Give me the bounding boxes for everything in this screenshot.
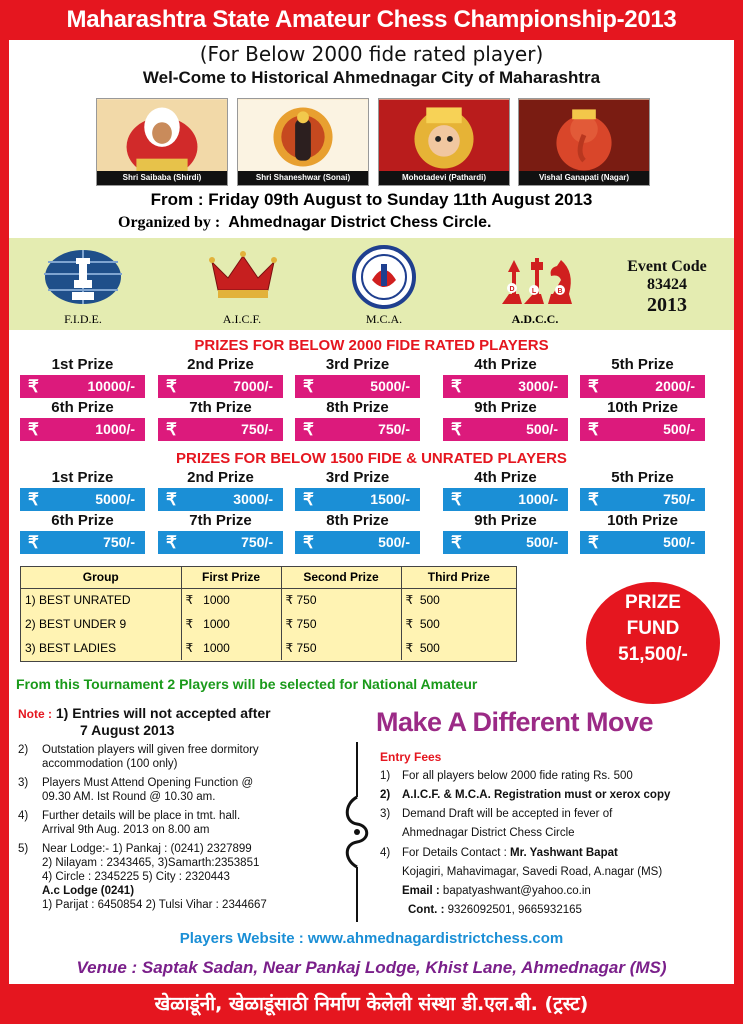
rupee-icon: ₹ [451,490,462,509]
mohotadevi-picture [379,99,509,173]
table-header: Group [21,567,181,588]
rupee-icon: ₹ [166,377,177,396]
prize-name: 1st Prize [51,356,114,373]
prize-name: 6th Prize [51,399,114,416]
subtitle: (For Below 2000 fide rated player) [199,42,544,66]
prize-amount-value: 500/- [663,421,695,437]
page-title: Maharashtra State Amateur Chess Championship-2013 [0,0,743,40]
table-cell: ₹ 500 [405,641,440,655]
rupee-icon: ₹ [303,420,314,439]
prize-amount [20,488,145,511]
prize-amount-value: 2000/- [655,378,695,394]
rupee-icon: ₹ [451,533,462,552]
crown-logo-icon [198,244,288,310]
rupee-icon: ₹ [588,533,599,552]
ornament-divider-icon [344,742,370,922]
table-cell: ₹ 750 [281,588,401,612]
organizer-line [118,214,491,232]
prize-amount-value: 7000/- [233,378,273,394]
mca-label: M.C.A. [365,312,403,326]
prize-name: 4th Prize [474,356,537,373]
prize-amount-value: 750/- [663,491,695,507]
website-label: Players Website : [179,930,304,947]
website-link[interactable]: www.ahmednagardistrictchess.com [307,930,564,947]
prize-amount-value: 750/- [103,534,135,550]
prize-amount [295,418,420,441]
svg-text:L: L [531,288,537,295]
table-row [21,612,516,636]
svg-text:D: D [509,286,515,293]
rupee-icon: ₹ [185,641,194,655]
prize-amount-value: 500/- [526,534,558,550]
prize-fund-line2: FUND [626,618,680,639]
prize-name: 8th Prize [326,399,389,416]
rupee-icon: ₹ [588,377,599,396]
rupee-icon: ₹ [185,617,194,631]
table-header: First Prize [181,567,281,588]
fide-logo-icon [38,244,128,310]
rupee-icon: ₹ [166,533,177,552]
prizes-2000-heading: PRIZES FOR BELOW 2000 FIDE RATED PLAYERS [194,337,549,354]
prize-amount-value: 750/- [241,421,273,437]
prize-amount-value: 5000/- [95,491,135,507]
prize-fund-amount: 51,500/- [618,644,688,665]
rupee-icon: ₹ [28,533,39,552]
mohotadevi-image [378,98,510,186]
mca-seal-icon [339,244,429,310]
prize-amount-value: 750/- [378,421,410,437]
prize-name: 10th Prize [607,399,678,416]
deity-caption: Shri Saibaba (Shirdi) [97,171,227,185]
table-cell: ₹ 500 [405,593,440,608]
prize-amount [158,531,283,554]
chess-pieces-icon [490,244,580,310]
prize-amount [580,418,705,441]
prize-amount [443,375,568,398]
fide-label: F.I.D.E. [64,312,102,326]
welcome-line: Wel-Come to Historical Ahmednagar City of Maharashtra [142,68,601,87]
rupee-icon: ₹ [166,420,177,439]
rupee-icon: ₹ [28,377,39,396]
prize-name: 10th Prize [607,512,678,529]
prize-fund-badge [586,582,720,704]
adcc-label: A.D.C.C. [511,312,559,326]
prize-fund-line1: PRIZE [625,592,681,613]
rupee-icon: ₹ [28,420,39,439]
rupee-icon: ₹ [303,533,314,552]
group-prize-table [20,566,517,662]
prize-name: 9th Prize [474,399,537,416]
rupee-icon: ₹ [285,641,294,655]
prize-amount [580,488,705,511]
rupee-icon: ₹ [405,593,414,608]
email-link[interactable]: bapatyashwant@yahoo.co.in [442,885,591,897]
deity-caption: Shri Shaneshwar (Sonai) [238,171,368,185]
svg-text:B: B [557,288,563,295]
rupee-icon: ₹ [285,617,294,631]
table-header: Third Prize [401,567,516,588]
saibaba-picture [97,99,227,173]
table-header: Second Prize [281,567,401,588]
table-cell: ₹ 1000 [181,612,281,636]
prize-amount-value: 1000/- [95,421,135,437]
table-row [21,636,516,660]
aicf-label: A.I.C.F. [222,312,262,326]
prize-name: 3rd Prize [325,469,390,486]
prize-amount-value: 500/- [663,534,695,550]
table-cell: ₹ 1000 [181,588,281,612]
website-line [0,930,743,947]
rupee-icon: ₹ [451,377,462,396]
shaneshwar-picture [238,99,368,173]
slogan: Make A Different Move [376,707,654,737]
prize-name: 2nd Prize [187,469,254,486]
prize-amount [443,418,568,441]
table-cell: 3) BEST LADIES [21,636,181,660]
prize-amount [580,531,705,554]
note-first-line2: 7 August 2013 [80,722,175,738]
event-code-number: 83424 [647,276,687,293]
prize-amount [20,375,145,398]
prize-amount [443,488,568,511]
prize-name: 4th Prize [474,469,537,486]
prize-amount [20,531,145,554]
rupee-icon: ₹ [588,490,599,509]
event-code-year: 2013 [647,294,687,316]
deity-caption: Mohotadevi (Pathardi) [379,171,509,185]
prize-amount-value: 500/- [378,534,410,550]
footer-banner: खेळाडूंनी, खेळाडूंसाठी निर्माण केलेली संस्था डी.एल.बी. (ट्रस्ट) [0,984,743,1024]
prize-name: 7th Prize [189,399,252,416]
event-code-block [612,258,722,317]
prize-name: 8th Prize [326,512,389,529]
rupee-icon: ₹ [405,617,414,631]
prize-amount [158,418,283,441]
prize-amount-value: 10000/- [87,378,135,394]
rupee-icon: ₹ [185,593,194,608]
prize-amount-value: 1000/- [518,491,558,507]
rupee-icon: ₹ [303,490,314,509]
rupee-icon: ₹ [285,593,294,608]
prize-amount-value: 5000/- [370,378,410,394]
prize-amount-value: 500/- [526,421,558,437]
table-cell: ₹ 500 [405,617,440,631]
venue-line: Venue : Saptak Sadan, Near Pankaj Lodge, Khist Lane, Ahmednagar (MS) [76,958,667,977]
prize-amount [158,375,283,398]
rupee-icon: ₹ [451,420,462,439]
table-cell: 1) BEST UNRATED [21,588,181,612]
prize-amount [158,488,283,511]
deity-caption: Vishal Ganapati (Nagar) [519,171,649,185]
prize-name: 1st Prize [51,469,114,486]
note-label: Note : [18,707,52,721]
ganapati-picture [519,99,649,173]
rupee-icon: ₹ [28,490,39,509]
prize-name: 3rd Prize [325,356,390,373]
prize-amount-value: 1500/- [370,491,410,507]
prize-amount [295,488,420,511]
prize-amount [443,531,568,554]
table-cell: 2) BEST UNDER 9 [21,612,181,636]
prize-amount [295,531,420,554]
prize-name: 5th Prize [611,356,674,373]
organizer-name: Ahmednagar District Chess Circle. [228,214,492,231]
prize-amount [580,375,705,398]
prize-name: 5th Prize [611,469,674,486]
rupee-icon: ₹ [166,490,177,509]
table-cell: ₹ 750 [281,636,401,660]
note-first: Note : 1) Entries will not accepted after [18,705,271,721]
selection-note: From this Tournament 2 Players will be selected for National Amateur [16,676,478,692]
table-cell: ₹ 1000 [181,636,281,660]
prize-amount [20,418,145,441]
rupee-icon: ₹ [588,420,599,439]
table-cell: ₹ 750 [281,612,401,636]
prize-amount-value: 3000/- [518,378,558,394]
ganapati-image [518,98,650,186]
organizer-label: Organized by : [118,214,221,231]
prize-name: 2nd Prize [187,356,254,373]
event-code-label: Event Code [627,258,707,275]
prize-amount [295,375,420,398]
rupee-icon: ₹ [405,641,414,655]
shaneshwar-image [237,98,369,186]
prize-amount-value: 750/- [241,534,273,550]
saibaba-image [96,98,228,186]
table-row [21,588,516,612]
prize-name: 9th Prize [474,512,537,529]
rupee-icon: ₹ [303,377,314,396]
prize-amount-value: 3000/- [233,491,273,507]
prize-name: 7th Prize [189,512,252,529]
event-dates: From : Friday 09th August to Sunday 11th August 2013 [150,190,593,209]
entry-fees-heading: Entry Fees [380,750,442,764]
prize-name: 6th Prize [51,512,114,529]
prizes-1500-heading: PRIZES FOR BELOW 1500 FIDE & UNRATED PLAYERS [176,450,567,467]
